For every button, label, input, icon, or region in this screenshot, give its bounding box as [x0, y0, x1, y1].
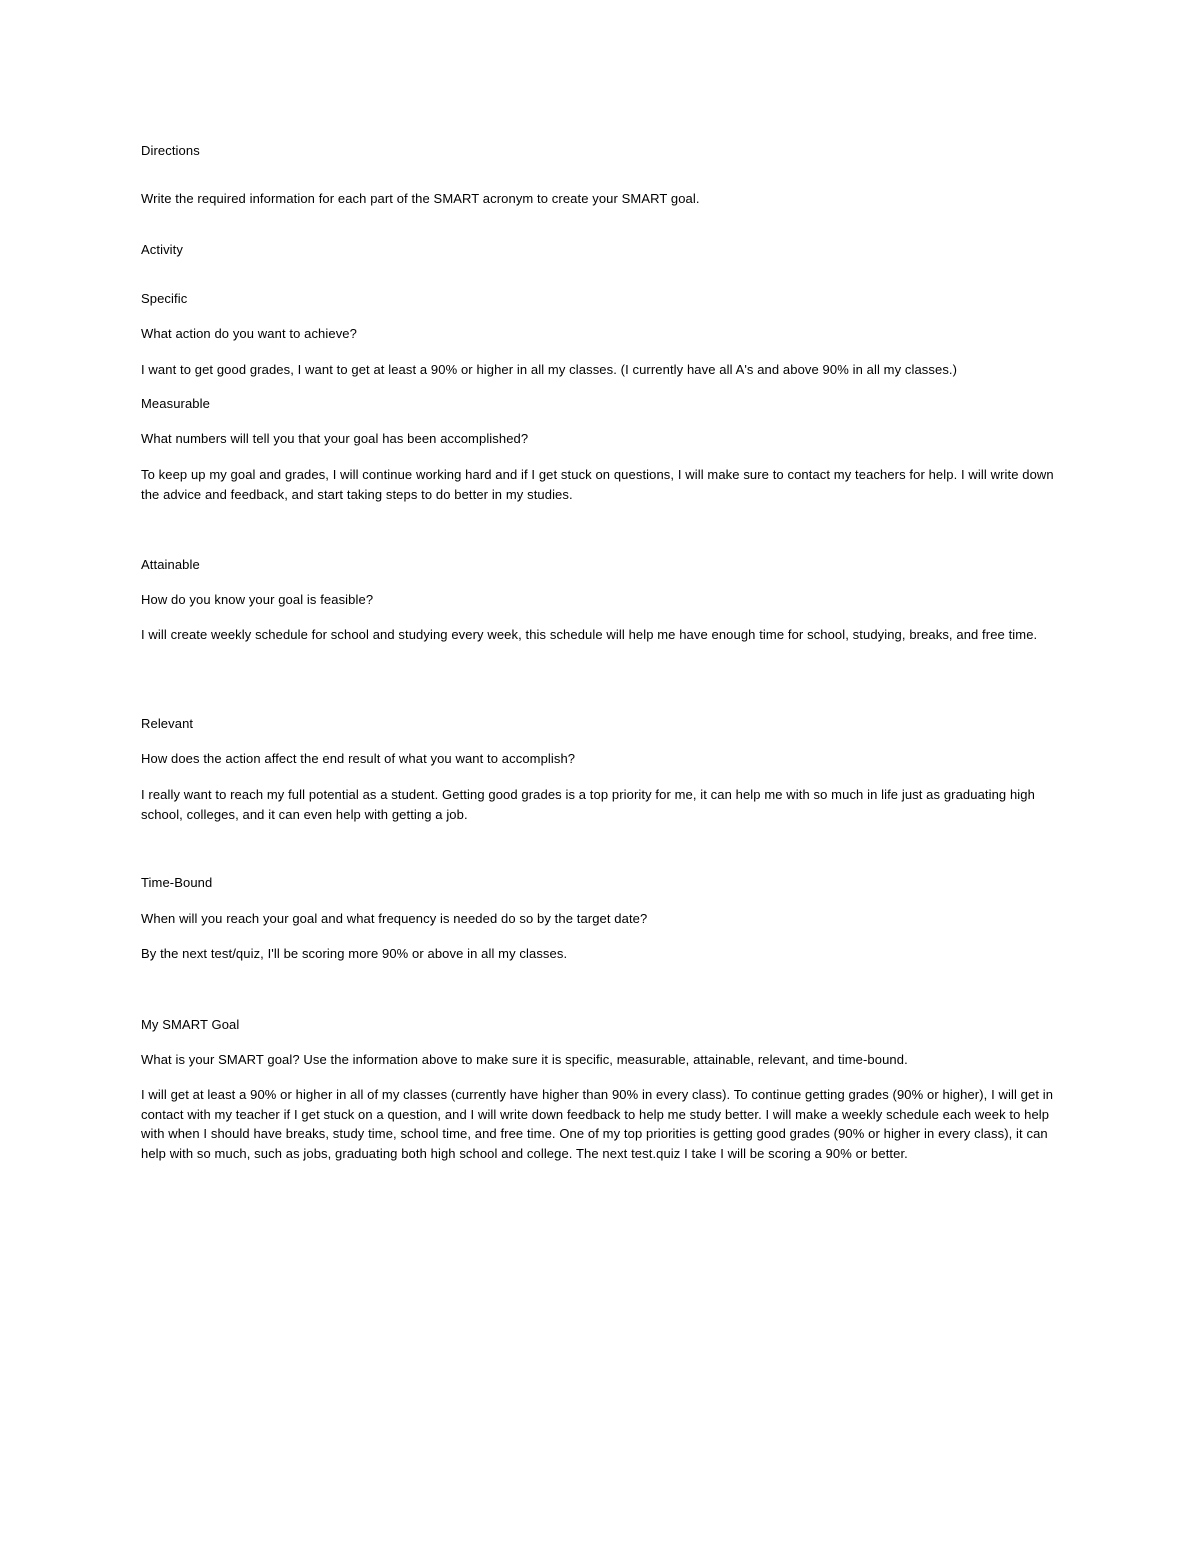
relevant-heading: Relevant: [141, 716, 194, 731]
time-bound-heading: Time-Bound: [141, 875, 213, 890]
smart-goal-answer: I will get at least a 90% or higher in all of my classes (currently have higher than 90% in every class). To continue getting grades (90% or higher), I will get in contact with my teacher if I get stuck on a question, and I will write down feedback to help me study better. I will make a weekly schedule each week to help with when I should have breaks, study time, school time, and free time. One of my top priorities is getting good grades (90% or higher in every class), it can help with so much, such as jobs, graduating both high school and college. The next test.quiz I take I will be scoring a 90% or better.: [141, 1087, 1054, 1161]
attainable-answer: I will create weekly schedule for school and studying every week, this schedule will help me have enough time for school, studying, breaks, and free time.: [141, 627, 1038, 642]
directions-text: Write the required information for each part of the SMART acronym to create your SMART goal.: [141, 191, 700, 206]
specific-question: What action do you want to achieve?: [141, 326, 357, 341]
time-bound-answer: By the next test/quiz, I'll be scoring more 90% or above in all my classes.: [141, 946, 568, 961]
smart-goal-question: What is your SMART goal? Use the information above to make sure it is specific, measurable, attainable, relevant, and time-bound.: [141, 1052, 908, 1067]
smart-goal-heading: My SMART Goal: [141, 1017, 240, 1032]
attainable-question: How do you know your goal is feasible?: [141, 592, 374, 607]
time-bound-question: When will you reach your goal and what frequency is needed do so by the target date?: [141, 911, 648, 926]
relevant-answer: I really want to reach my full potential as a student. Getting good grades is a top priority for me, it can help me with so much in life just as graduating high school, colleges, and it can even help with getting a job.: [141, 787, 1035, 822]
specific-answer: I want to get good grades, I want to get at least a 90% or higher in all my classes. (I currently have all A's and above 90% in all my classes.): [141, 362, 958, 377]
measurable-question: What numbers will tell you that your goal has been accomplished?: [141, 431, 529, 446]
specific-heading: Specific: [141, 291, 188, 306]
attainable-heading: Attainable: [141, 557, 200, 572]
measurable-answer: To keep up my goal and grades, I will continue working hard and if I get stuck on questions, I will make sure to contact my teachers for help. I will write down the advice and feedback, and start taking steps to do better in my studies.: [141, 467, 1054, 502]
activity-heading: Activity: [141, 242, 183, 257]
measurable-heading: Measurable: [141, 396, 210, 411]
relevant-question: How does the action affect the end result of what you want to accomplish?: [141, 751, 576, 766]
directions-heading: Directions: [141, 143, 200, 158]
